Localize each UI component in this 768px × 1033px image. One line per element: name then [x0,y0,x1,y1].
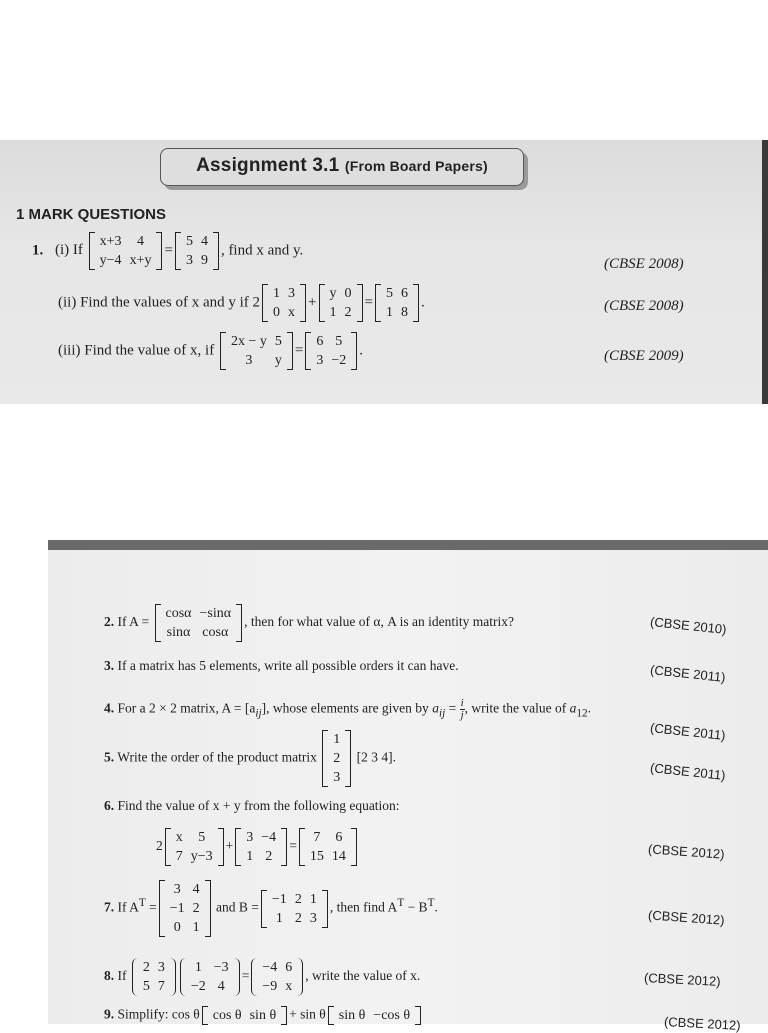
matrix-cell: 7 [175,849,183,864]
matrix-cell: 3 [246,830,254,845]
matrix-cell: 1 [273,286,281,301]
question-text: ], whose elements are given by [261,700,429,716]
question-6 [104,798,400,814]
matrix-cell: cosα [202,625,229,640]
bracket-right [213,232,219,270]
matrix-cell: 2 [333,751,341,766]
matrix-cell: 3 [333,770,341,785]
question-number: 5. [104,749,115,765]
matrix-cell: cos θ [212,1008,242,1023]
bracket-left [319,284,325,322]
matrix-cell: 7 [313,830,321,845]
matrix-cell: y−4 [99,253,122,268]
bracket-left [328,1006,334,1025]
question-1-ii: (ii) Find the values of x and y if 2 1 3 0 x + y 0 1 2 = 5 6 1 8 . [58,286,425,320]
question-text: + sin θ [289,1006,326,1022]
matrix [328,1006,421,1025]
matrix-cell: 6 [285,960,293,975]
question-7 [104,880,438,937]
matrix [261,890,328,928]
question-text: If a matrix has 5 elements, write all possible orders it can have. [117,658,459,673]
matrix-cell: 2 [294,891,302,907]
matrix [299,828,357,866]
question-text: For a 2 × 2 matrix, A = [a [117,700,256,716]
question-text: Simplify: cos θ [117,1006,200,1022]
question-number: 3. [104,658,115,673]
subscript: ij [255,707,262,720]
matrix-cell: 2 [265,849,273,864]
bracket-left [261,890,267,928]
row-matrix: [2 3 4]. [356,749,397,765]
question-text: If A [117,899,139,915]
bracket-right [413,284,419,322]
matrix-cell: 0 [344,286,352,301]
bracket-left [299,828,305,866]
bracket-right [218,828,224,866]
matrix-cell: −3 [213,960,229,975]
subscript: 12 [576,707,588,720]
source-citation: (CBSE 2011) [649,662,727,685]
matrix-cell: 1 [194,960,202,975]
matrix [155,604,243,642]
matrix [175,232,219,270]
book-page [48,540,768,1033]
source-citation: (CBSE 2012) [663,1014,741,1033]
matrix-cell: 4 [200,234,208,249]
matrix-cell: x [285,979,293,994]
bracket-right [300,284,306,322]
question-text: , then find A [329,899,398,915]
matrix-cell: 1 [329,305,337,320]
matrix-cell: x+3 [99,234,122,249]
matrix-cell: 2 [344,305,352,320]
question-1-i: 1. (i) If x+3 4 y−4 x+y = 5 4 3 9 , find x and y. [32,234,304,268]
matrix [132,958,176,996]
matrix-cell: sin θ [338,1008,366,1023]
superscript: T [427,897,435,910]
matrix-cell: 5 [185,234,193,249]
question-5 [104,730,396,787]
question-text: If A = [117,614,150,630]
bracket-left [262,284,268,322]
matrix [251,958,303,996]
matrix-cell: 5 [274,334,282,349]
matrix-cell: 0 [273,305,281,320]
bracket-right [205,880,211,937]
bracket-right [357,284,363,322]
matrix-cell: 5 [335,334,343,349]
matrix-cell: 1 [275,910,283,926]
superscript: T [138,897,146,910]
question-number: 6. [104,798,115,813]
matrix-cell: 3 [316,353,324,368]
matrix-cell: −sinα [199,606,232,621]
question-number: 7. [104,899,115,915]
question-4: 4. For a 2 × 2 matrix, $A = [a_{ij}]$, whose elements are given by $a_{ij}$ = $\frac{i}{j}$ , write the value of $a_{12}$. [104,697,591,721]
page-edge [48,540,768,550]
bracket-right [322,890,328,928]
matrix [235,828,287,866]
column-matrix [322,730,351,787]
numerator: i [460,697,464,709]
matrix [319,284,363,322]
matrix [89,232,163,270]
variable: a [432,700,439,716]
matrix-cell: 4 [217,979,225,994]
matrix-cell: −9 [262,979,278,994]
bracket-left [165,828,171,866]
matrix-cell: 2x − y [230,334,267,349]
matrix-cell: 3 [185,253,193,268]
bracket-left [175,232,181,270]
bracket-right [281,1006,287,1025]
source-citation: (CBSE 2010) [649,614,728,637]
matrix-cell: 15 [309,849,324,864]
matrix [375,284,419,322]
matrix-cell: 0 [173,920,181,935]
matrix [202,1006,287,1025]
matrix [180,958,240,996]
matrix-cell: 3 [157,960,165,975]
bracket-right [236,604,242,642]
bracket-left [89,232,95,270]
question-9 [104,1006,423,1025]
superscript: T [397,897,405,910]
section-heading: 1 MARK QUESTIONS [16,206,167,223]
matrix [220,332,293,370]
question-text: (iii) Find the value of x, if [58,342,215,359]
matrix-cell: −2 [190,979,206,994]
matrix [262,284,306,322]
matrix [305,332,357,370]
matrix-cell: x+y [129,253,152,268]
bracket-right [345,730,351,787]
matrix-cell: 2 [192,901,200,916]
matrix-cell: 5 [142,979,150,994]
question-number: 8. [104,968,115,984]
matrix-cell: x [175,830,183,845]
question-text: Write the order of the product matrix [117,749,317,765]
source-citation: (CBSE 2008) [604,298,684,314]
question-8: 8. If 2 3 5 7 1 −3 −2 4 = −4 6 −9 x , write the value of x. [104,960,421,994]
bracket-right [156,232,162,270]
matrix-cell: 3 [245,353,253,368]
bracket-left [202,1006,208,1025]
matrix-cell: 2 [142,960,150,975]
source-citation: (CBSE 2008) [604,256,684,272]
matrix-cell: x [288,305,296,320]
question-2 [104,604,514,642]
matrix [159,880,211,937]
bracket-left [322,730,328,787]
bracket-right [170,958,176,996]
question-text: − B [404,899,428,915]
matrix-cell: y [274,353,282,368]
question-text: , write the value of [464,700,567,716]
question-number: 4. [104,700,115,716]
question-text: (i) If [55,242,83,259]
source-citation: (CBSE 2009) [604,348,684,364]
variable: a [569,700,577,716]
bracket-left [155,604,161,642]
matrix-cell: sinα [166,625,191,640]
assignment-panel [0,140,768,404]
bracket-left [251,958,257,996]
matrix-cell: 6 [335,830,343,845]
question-text: (ii) Find the values of x and y if 2 [58,294,261,311]
question-text: Find the value of x + y from the following equation: [117,798,400,813]
matrix-cell: 2 [294,910,302,926]
bracket-left [375,284,381,322]
matrix-cell: sin θ [249,1008,277,1023]
matrix-cell: 6 [316,334,324,349]
bracket-right [234,958,240,996]
question-text: , find x and y. [220,242,304,259]
matrix-cell: 6 [400,286,408,301]
matrix-cell: −4 [262,960,278,975]
matrix-cell: y−3 [190,849,213,864]
matrix-cell: 5 [198,830,206,845]
bracket-left [235,828,241,866]
matrix-cell: 3 [288,286,296,301]
question-6-equation: 2 x 5 7 y−3 + 3 −4 1 2 = 7 6 15 14 [156,828,359,866]
bracket-right [415,1006,421,1025]
matrix-cell: 4 [137,234,145,249]
matrix-cell: 8 [400,305,408,320]
question-text: , write the value of x. [305,968,421,984]
matrix-cell: 14 [331,849,346,864]
matrix-cell: −2 [331,353,347,368]
matrix-cell: −4 [261,830,277,845]
source-citation: (CBSE 2012) [643,970,721,989]
equals-sign: = [448,700,457,716]
question-text: and B = [216,899,259,915]
matrix-cell: 7 [157,979,165,994]
matrix-cell: 1 [333,732,341,747]
question-number: 9. [104,1006,115,1022]
matrix-cell: 9 [200,253,208,268]
matrix-cell: −1 [169,901,185,916]
bracket-left [305,332,311,370]
matrix-cell: y [329,286,337,301]
question-text: , then for what value of α, A is an identity matrix? [244,614,514,630]
source-citation: (CBSE 2011) [649,720,727,743]
question-3 [104,658,459,674]
assignment-title-paren: (From Board Papers) [344,158,488,174]
question-number: 2. [104,614,115,630]
assignment-title-main: Assignment 3.1 [196,155,340,176]
matrix-cell: 1 [385,305,393,320]
source-citation: (CBSE 2012) [647,907,726,928]
bracket-right [351,332,357,370]
denominator: j [460,709,464,721]
bracket-right [287,332,293,370]
bracket-right [297,958,303,996]
source-citation: (CBSE 2012) [647,841,726,862]
question-text: . [434,899,438,915]
bracket-left [132,958,138,996]
matrix-cell: −1 [271,891,287,907]
coefficient: 2 [156,838,163,854]
matrix-cell: 3 [309,910,317,926]
bracket-right [351,828,357,866]
bracket-right [281,828,287,866]
source-citation: (CBSE 2011) [649,760,727,783]
subscript: ij [438,707,446,720]
question-number: 1. [32,242,44,259]
question-1-iii: (iii) Find the value of x, if 2x − y 5 3 y = 6 5 3 −2 . [58,334,363,368]
equals-sign: = [149,899,157,915]
bracket-left [220,332,226,370]
assignment-title [161,155,523,177]
matrix-cell: −cos θ [373,1008,411,1023]
matrix-cell: 4 [192,882,200,897]
matrix-cell: 1 [309,891,317,907]
matrix-cell: 1 [192,920,200,935]
bracket-left [159,880,165,937]
matrix-cell: 5 [385,286,393,301]
matrix [165,828,224,866]
question-text: If [117,968,127,984]
matrix-cell: cosα [165,606,192,621]
matrix-cell: 3 [173,882,181,897]
bracket-left [180,958,186,996]
matrix-cell: 1 [246,849,254,864]
assignment-title-box [160,148,524,186]
